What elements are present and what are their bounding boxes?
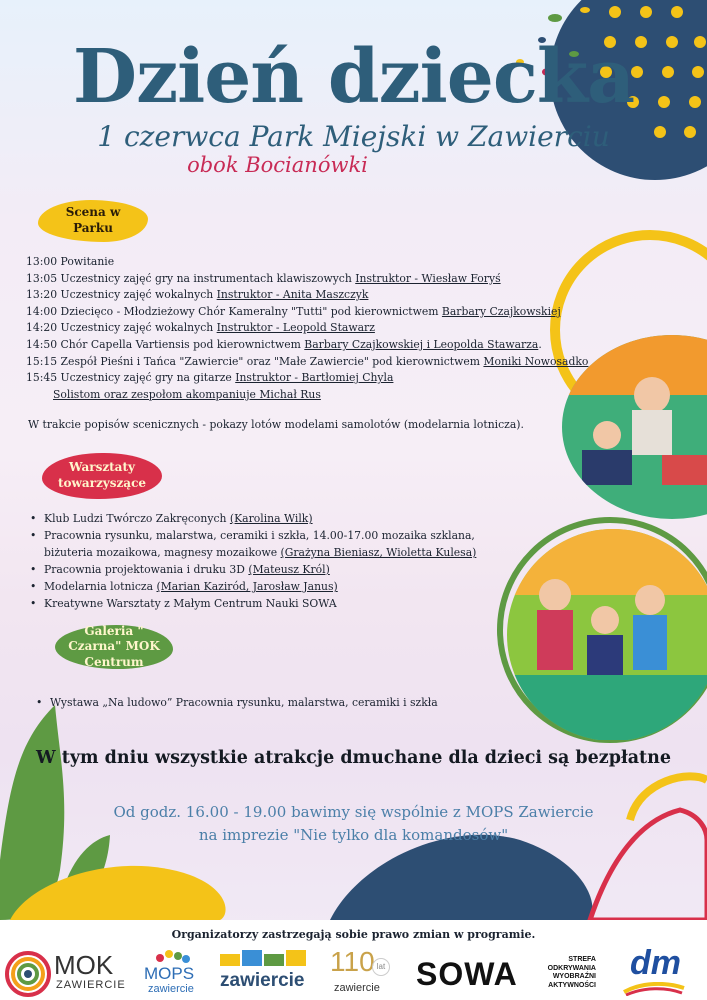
- mops-emblem-icon: [156, 950, 190, 964]
- workshop-item-lead: (Karolina Wilk): [229, 512, 313, 525]
- scene-note: W trakcie popisów scenicznych - pokazy lotów modelami samolotów (modelarnia lotnicza).: [28, 418, 524, 431]
- anniversary-city: zawiercie: [334, 982, 380, 994]
- schedule-row-instructor: Instruktor - Leopold Stawarz: [216, 321, 375, 335]
- sowa-tagline: [530, 956, 596, 990]
- sowa-logo: [414, 948, 599, 1000]
- mok-logo-title: MOK: [54, 950, 114, 980]
- schedule-row: [26, 254, 588, 271]
- workshop-item-text: Modelarnia lotnicza: [44, 580, 157, 593]
- page-title: Dzień dziecka: [72, 34, 635, 120]
- workshops-list: [30, 510, 476, 612]
- dm-logo: [622, 944, 688, 1000]
- schedule-row: [26, 271, 588, 288]
- free-attractions-note: W tym dniu wszystkie atrakcje dmuchane dla dzieci są bezpłatne: [36, 748, 671, 768]
- sowa-tag-1: STREFA: [568, 956, 596, 963]
- mops-logo-city: zawiercie: [148, 983, 194, 995]
- schedule-row-text: 15:15 Zespół Pieśni i Tańca "Zawiercie" oraz "Małe Zawiercie" pod kierownictwem: [26, 354, 484, 368]
- schedule-row-text: 14:20 Uczestnicy zajęć wokalnych: [26, 321, 217, 335]
- workshop-item-text: Pracownia projektowania i druku 3D: [44, 563, 249, 576]
- schedule-row-instructor: Barbary Czajkowskiej: [441, 304, 561, 318]
- workshop-item: [30, 561, 476, 578]
- city-emblem-icon: [220, 950, 306, 970]
- schedule-row-text: 15:45 Uczestnicy zajęć gry na gitarze: [26, 371, 236, 385]
- mok-logo-city: ZAWIERCIE: [56, 979, 126, 991]
- scene-badge: [38, 200, 148, 242]
- city-logo-name: zawiercie: [220, 970, 305, 991]
- photo-bouncy-castle-2: [495, 525, 707, 740]
- schedule-row-instructor: Moniki Nowosadko: [483, 354, 589, 368]
- schedule-list: [26, 254, 588, 403]
- workshop-item-text: Klub Ludzi Twórczo Zakręconych: [44, 512, 230, 525]
- sowa-tag-3: WYOBRAŹNI: [552, 973, 596, 980]
- gallery-item: • Wystawa „Na ludowo” Pracownia rysunku, malarstwa, ceramiki i szkła: [36, 696, 438, 709]
- workshop-item-text: Kreatywne Warsztaty z Małym Centrum Nauki SOWA: [44, 597, 337, 610]
- mops-line-1: Od godz. 16.00 - 19.00 bawimy się wspólnie z MOPS Zawiercie: [113, 803, 594, 821]
- workshop-item: [30, 510, 476, 527]
- navy-blob-bottom: [330, 835, 592, 920]
- sowa-tag-2: ODKRYWANIA: [547, 964, 596, 972]
- schedule-row-instructor: Solistom oraz zespołom akompaniuje Michał Rus: [53, 387, 321, 401]
- dm-logo-text: dm: [630, 944, 681, 982]
- workshop-item-cont-text: biżuteria mozaikowa, magnesy mozaikowe: [44, 546, 281, 559]
- workshop-item: [30, 595, 476, 612]
- footer-note: Organizatorzy zastrzegają sobie prawo zmian w programie.: [171, 928, 536, 941]
- gallery-badge: [55, 625, 173, 669]
- anniversary-logo: [328, 948, 396, 1000]
- schedule-row: [26, 387, 588, 404]
- scene-badge-label: Scena w Parku: [65, 205, 121, 235]
- workshops-badge-label: Warsztaty towarzyszące: [57, 460, 147, 490]
- schedule-row: [26, 370, 588, 387]
- workshop-item: [30, 578, 476, 595]
- schedule-row-instructor: Instruktor - Anita Maszczyk: [216, 288, 369, 302]
- anniversary-number: 110: [330, 946, 375, 977]
- schedule-row-instructor: Barbary Czajkowskiej i Leopolda Stawarza: [304, 337, 539, 351]
- zawiercie-city-logo: [218, 948, 310, 1000]
- schedule-row: [26, 354, 588, 371]
- anniversary-unit: lat: [372, 958, 390, 976]
- mok-emblem-icon: [4, 950, 52, 998]
- workshop-item: [30, 527, 476, 544]
- workshop-item-lead: (Grażyna Bieniasz, Wioletta Kulesa): [280, 546, 477, 559]
- mok-logo: [4, 948, 124, 1000]
- schedule-row: [26, 287, 588, 304]
- workshop-item-text: Pracownia rysunku, malarstwa, ceramiki i szkła, 14.00-17.00 mozaika szklana,: [44, 529, 475, 542]
- sowa-tag-4: AKTYWNOŚCI: [548, 981, 596, 989]
- schedule-row-text: 13:05 Uczestnicy zajęć gry na instrumentach klawiszowych: [26, 271, 356, 285]
- schedule-row-instructor: Instruktor - Bartłomiej Chyla: [235, 371, 394, 385]
- schedule-row: [26, 304, 588, 321]
- workshop-item-lead: (Mateusz Król): [248, 563, 330, 576]
- schedule-row-after: .: [538, 337, 542, 351]
- gallery-badge-label: Galeria " Czarna" MOK Centrum: [68, 623, 160, 669]
- schedule-row-text: 13:20 Uczestnicy zajęć wokalnych: [26, 288, 217, 302]
- schedule-row-text: 14:50 Chór Capella Vartiensis pod kierownictwem: [26, 337, 305, 351]
- sponsor-logos: [0, 944, 707, 1000]
- mops-logo-title: MOPS: [144, 964, 195, 983]
- schedule-row-instructor: Instruktor - Wiesław Foryś: [355, 271, 501, 285]
- event-date-location: 1 czerwca Park Miejski w Zawierciu: [97, 120, 610, 153]
- schedule-row-text: 13:00 Powitanie: [26, 255, 115, 268]
- schedule-row-text: 14:00 Dziecięco - Młodzieżowy Chór Kameralny "Tutti" pod kierownictwem: [26, 304, 442, 318]
- sowa-logo-title: SOWA: [416, 956, 518, 992]
- workshop-item-lead: (Marian Kaziród, Jarosław Janus): [156, 580, 338, 593]
- dm-swoosh-icon: [622, 982, 686, 996]
- schedule-row: [26, 337, 588, 354]
- mops-line-2: na imprezie "Nie tylko dla komandosów": [198, 826, 509, 844]
- mops-logo: [142, 948, 204, 1000]
- location-note: obok Bocianówki: [187, 153, 368, 177]
- workshop-item-continuation: [30, 544, 476, 561]
- workshops-badge: [42, 453, 162, 499]
- schedule-row: [26, 320, 588, 337]
